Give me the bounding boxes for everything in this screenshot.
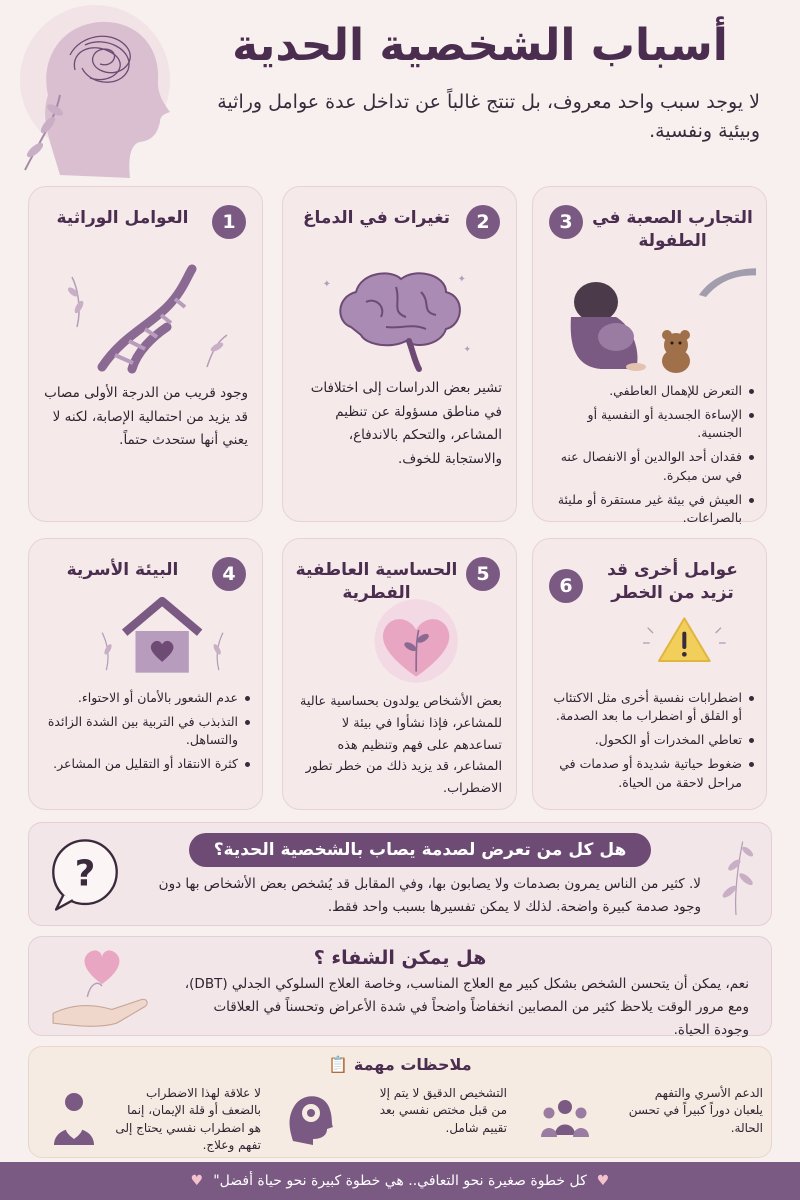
card-title: العوامل الوراثية	[56, 208, 189, 228]
list-item: كثرة الانتقاد أو التقليل من المشاعر.	[41, 755, 250, 773]
page-title: أسباب الشخصية الحدية	[232, 20, 728, 71]
list-item: التعرض للإهمال العاطفي.	[545, 382, 754, 400]
important-notes-box	[28, 1046, 772, 1158]
card-title: التجارب الصعبة في الطفولة	[592, 208, 753, 251]
card-other-risk-factors	[532, 538, 767, 810]
list-item: اضطرابات نفسية أخرى مثل الاكتئاب أو القلق أو اضطراب ما بعد الصدمة.	[545, 689, 754, 725]
card-text: بعض الأشخاص يولدون بحساسية عالية للمشاعر، فإذا نشأوا في بيئة لا تساعدهم على فهم وتنظيم هذه المشاعر، قد يزيد ذلك من خطر تطور الاضطراب.	[300, 694, 502, 796]
list-item: ضغوط حياتية شديدة أو صدمات في مراحل لاحقة من الحياة.	[545, 755, 754, 791]
question-trauma-box	[28, 822, 772, 926]
card-list	[41, 689, 250, 780]
note-family-support	[527, 1081, 763, 1151]
note-not-weakness	[36, 1081, 261, 1151]
card-list	[545, 689, 754, 798]
notes-title	[29, 1055, 771, 1074]
list-item: التذبذب في التربية بين الشدة الزائدة والتساهل.	[41, 713, 250, 749]
card-text: وجود قريب من الدرجة الأولى مصاب قد يزيد من احتمالية الإصابة، لكنه لا يعني أنها ستحدث حتماً.	[44, 385, 248, 449]
card-number-badge: 2	[466, 205, 500, 239]
card-emotional-sensitivity	[282, 538, 517, 810]
question-bubble-icon	[43, 833, 127, 917]
footer-banner	[0, 1162, 800, 1200]
notes-title-text: ملاحظات مهمة	[353, 1055, 472, 1074]
card-number-badge: 1	[212, 205, 246, 239]
card-title: تغيرات في الدماغ	[302, 208, 451, 228]
sad-child-icon	[541, 257, 756, 377]
question-title-pill	[279, 941, 521, 975]
heart-sprout-icon	[327, 595, 506, 695]
brain-icon	[291, 257, 506, 377]
card-title: الحساسية العاطفية الفطرية	[295, 560, 458, 603]
list-item: تعاطي المخدرات أو الكحول.	[545, 731, 754, 749]
card-number-badge: 4	[212, 557, 246, 591]
list-item: الإساءة الجسدية أو النفسية أو الجنسية.	[545, 406, 754, 442]
card-number-badge: 3	[549, 205, 583, 239]
person-heart-icon	[44, 1087, 104, 1147]
page-subtitle: لا يوجد سبب واحد معروف، بل تنتج غالباً عن تداخل عدة عوامل وراثية وبيئية ونفسية.	[217, 91, 760, 143]
card-brain-changes	[282, 186, 517, 522]
card-list	[545, 382, 754, 533]
card-title: عوامل أخرى قد تزيد من الخطر	[607, 560, 738, 603]
card-header	[39, 201, 252, 263]
note-text: لا علاقة لهذا الاضطراب بالضعف أو قلة الإيمان، إنما هو اضطراب نفسي يحتاج إلى تفهم وعلاج.	[115, 1086, 261, 1153]
head-gear-icon	[279, 1087, 339, 1147]
header	[0, 0, 800, 180]
heart-icon: ♥	[190, 1173, 204, 1189]
card-title: البيئة الأسرية	[66, 560, 179, 580]
svg-text:✦: ✦	[457, 274, 466, 285]
question-title-pill	[189, 833, 651, 867]
family-group-icon	[535, 1087, 595, 1147]
note-text: الدعم الأسري والتفهم يلعبان دوراً كبيراً في تحسن الحالة.	[628, 1086, 763, 1135]
card-family-environment	[28, 538, 263, 810]
card-header	[543, 553, 756, 615]
list-item: عدم الشعور بالأمان أو الاحتواء.	[41, 689, 250, 707]
dna-icon	[37, 257, 252, 377]
clipboard-icon: 📋	[328, 1055, 349, 1074]
svg-text:✦: ✦	[463, 345, 471, 355]
card-childhood-experiences	[532, 186, 767, 525]
head-silhouette-icon	[0, 0, 200, 180]
card-header	[293, 201, 506, 263]
hand-heart-icon	[43, 943, 161, 1031]
card-header	[543, 201, 756, 263]
list-item: العيش في بيئة غير مستقرة أو مليئة بالصراعات.	[545, 491, 754, 527]
warning-icon	[613, 613, 756, 693]
note-text: التشخيص الدقيق لا يتم إلا من قبل مختص نفسي بعد تقييم شامل.	[379, 1086, 507, 1135]
list-item: فقدان أحد الوالدين أو الانفصال عنه في سن مبكرة.	[545, 448, 754, 484]
card-number-badge: 6	[549, 569, 583, 603]
card-genetic-factors	[28, 186, 263, 522]
heart-icon: ♥	[596, 1173, 610, 1189]
question-title: هل كل من تعرض لصدمة يصاب بالشخصية الحدية؟	[213, 840, 627, 860]
question-title: هل يمكن الشفاء ؟	[313, 947, 487, 969]
question-recovery-box	[28, 936, 772, 1036]
note-diagnosis	[271, 1081, 507, 1151]
question-answer: نعم، يمكن أن يتحسن الشخص بشكل كبير مع العلاج المناسب، وخاصة العلاج السلوكي الجدلي (DBT)، ومع مرور الوقت يلاحظ كثير من المصابين انخفاضاً واضحاً في شدة الأعراض وتحسناً في العلاقات وجودة الحياة.	[184, 976, 749, 1038]
svg-text:?: ?	[74, 853, 96, 895]
footer-text: كل خطوة صغيرة نحو التعافي.. هي خطوة كبيرة نحو حياة أفضل"	[213, 1173, 587, 1189]
question-answer: لا. كثير من الناس يمرون بصدمات ولا يصابون بها، وفي المقابل قد يُشخص بعض الأشخاص بها دون وجود صدمة كبيرة واضحة. لذلك لا يمكن تفسيرها بسبب واحد فقط.	[158, 876, 701, 915]
card-text: تشير بعض الدراسات إلى اختلافات في مناطق مسؤولة عن تنظيم المشاعر، والتحكم بالاندفاع، والاستجابة للخوف.	[310, 380, 502, 467]
card-number-badge: 5	[466, 557, 500, 591]
leaf-decoration-icon	[711, 827, 761, 923]
svg-text:✦: ✦	[322, 279, 331, 290]
house-heart-icon	[73, 591, 252, 691]
